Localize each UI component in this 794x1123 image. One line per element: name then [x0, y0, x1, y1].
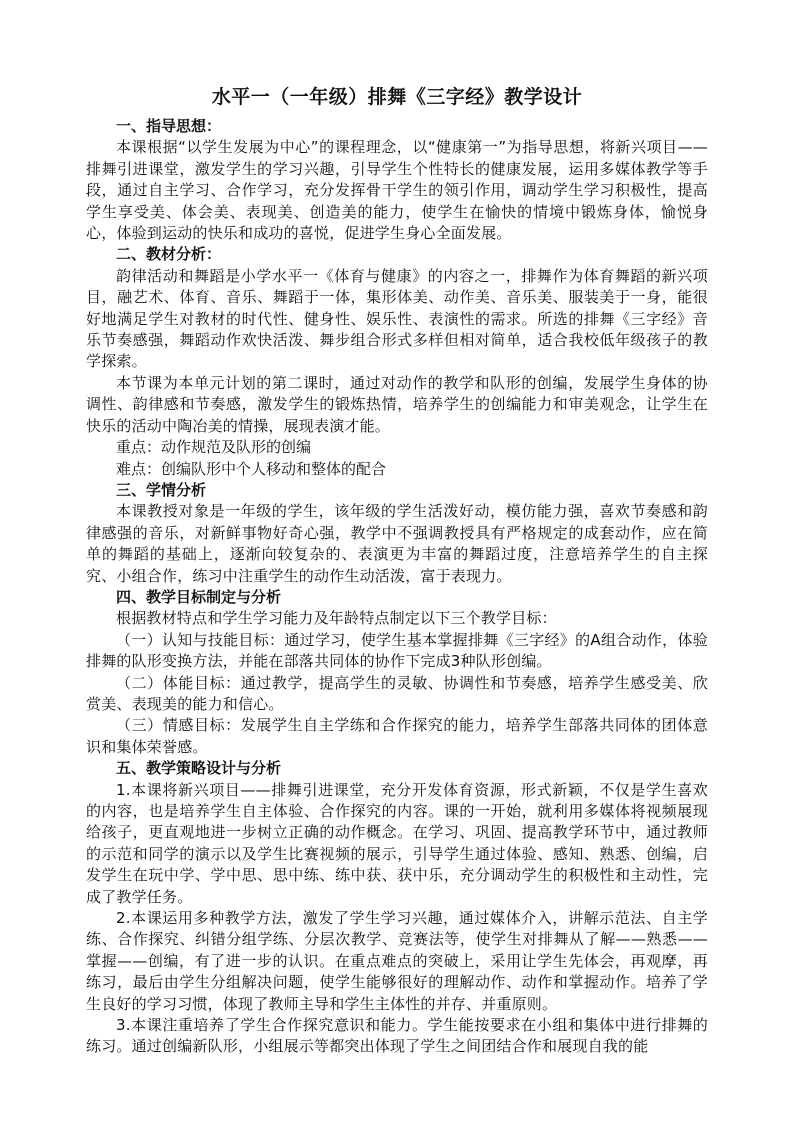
- section-material-analysis: [86, 244, 708, 479]
- document-page: [86, 82, 708, 1058]
- paragraph: 本课教授对象是一年级的学生，该年级的学生活泼好动，模仿能力强，喜欢节奏感和韵律感强的音乐，对新鲜事物好奇心强，教学中不强调教授具有严格规定的成套动作，应在简单的舞蹈的基础上，逐渐向较复杂的、表演更为丰富的舞蹈过度，注意培养学生的自主探究、小组合作，练习中注重学生的动作生动活泼，富于表现力。: [86, 502, 708, 585]
- objective-paragraph: （一）认知与技能目标：通过学习，使学生基本掌握排舞《三字经》的A组合动作，体验排舞的队形变换方法，并能在部落共同体的协作下完成3种队形创编。: [86, 630, 708, 671]
- paragraph: 2.本课运用多种教学方法，激发了学生学习兴趣，通过媒体介入，讲解示范法、自主学练、合作探究、纠错分组学练、分层次教学、竞赛法等，使学生对排舞从了解——熟悉——掌握——创编，有了进一步的认识。在重点难点的突破上，采用让学生先体会，再观摩，再练习，最后由学生分组解决问题，使学生能够很好的理解动作、动作和掌握动作。培养了学生良好的学习习惯，体现了教师主导和学生主体性的并存、并重原则。: [86, 909, 708, 1013]
- section-teaching-objectives: [86, 587, 708, 758]
- paragraph: 本节课为本单元计划的第二课时，通过对动作的教学和队形的创编，发展学生身体的协调性、韵律感和节奏感，激发学生的锻炼热情，培养学生的创编能力和审美观念，让学生在快乐的活动中陶冶美的情操，展现表演才能。: [86, 373, 708, 435]
- section-teaching-strategy: [86, 758, 708, 1058]
- document-title: 水平一（一年级）排舞《三字经》教学设计: [211, 86, 583, 108]
- section-heading: 一、指导思想：: [116, 117, 222, 135]
- section-student-analysis: [86, 480, 708, 587]
- section-heading: 二、教材分析：: [116, 245, 222, 264]
- section-heading: 四、教学目标制定与分析: [116, 587, 282, 606]
- section-heading: 五、教学策略设计与分析: [116, 759, 282, 778]
- difficulty-note: 难点：创编队形中个人移动和整体的配合: [116, 459, 387, 478]
- section-guiding-thought: [86, 116, 708, 244]
- objective-paragraph: （二）体能目标：通过教学，提高学生的灵敏、协调性和节奏感，培养学生感受美、欣赏美、表现美的能力和信心。: [86, 673, 708, 713]
- key-point-note: 重点：动作规范及队形的创编: [116, 438, 312, 457]
- objective-paragraph: （三）情感目标：发展学生自主学练和合作探究的能力，培养学生部落共同体的团体意识和集体荣誉感。: [86, 716, 708, 756]
- paragraph: 韵律活动和舞蹈是小学水平一《体育与健康》的内容之一，排舞作为体育舞蹈的新兴项目，融艺术、体育、音乐、舞蹈于一体，集形体美、动作美、音乐美、服装美于一身，能很好地满足学生对教材的时代性、健身性、娱乐性、表演性的需求。所选的排舞《三字经》音乐节奏感强，舞蹈动作欢快活泼、舞步组合形式多样但相对简单，适合我校低年级孩子的教学探索。: [86, 266, 708, 371]
- paragraph: 3.本课注重培养了学生合作探究意识和能力。学生能按要求在小组和集体中进行排舞的练习。通过创编新队形，小组展示等都突出体现了学生之间团结合作和展现自我的能: [86, 1016, 708, 1056]
- paragraph: 根据教材特点和学生学习能力及年龄特点制定以下三个教学目标：: [116, 609, 557, 628]
- paragraph: 1.本课将新兴项目——排舞引进课堂，充分开发体育资源，形式新颖，不仅是学生喜欢的内容，也是培养学生自主体验、合作探究的内容。课的一开始，就利用多媒体将视频展现给孩子，更直观地进一步树立正确的动作概念。在学习、巩固、提高教学环节中，通过教师的示范和同学的演示以及学生比赛视频的展示，引导学生通过体验、感知、熟悉、创编，启发学生在玩中学、学中思、思中练、练中获、获中乐，充分调动学生的积极性和主动性，完成了教学任务。: [86, 780, 708, 906]
- paragraph: 本课根据“以学生发展为中心”的课程理念，以“健康第一”为指导思想，将新兴项目——排舞引进课堂，激发学生的学习兴趣，引导学生个性特长的健康发展，运用多媒体教学等手段，通过自主学习、合作学习，充分发挥骨干学生的领引作用，调动学生学习积极性，提高学生享受美、体会美、表现美、创造美的能力，使学生在愉快的情境中锻炼身体，愉悦身心，体验到运动的快乐和成功的喜悦，促进学生身心全面发展。: [86, 138, 708, 243]
- section-heading: 三、学情分析: [116, 480, 207, 499]
